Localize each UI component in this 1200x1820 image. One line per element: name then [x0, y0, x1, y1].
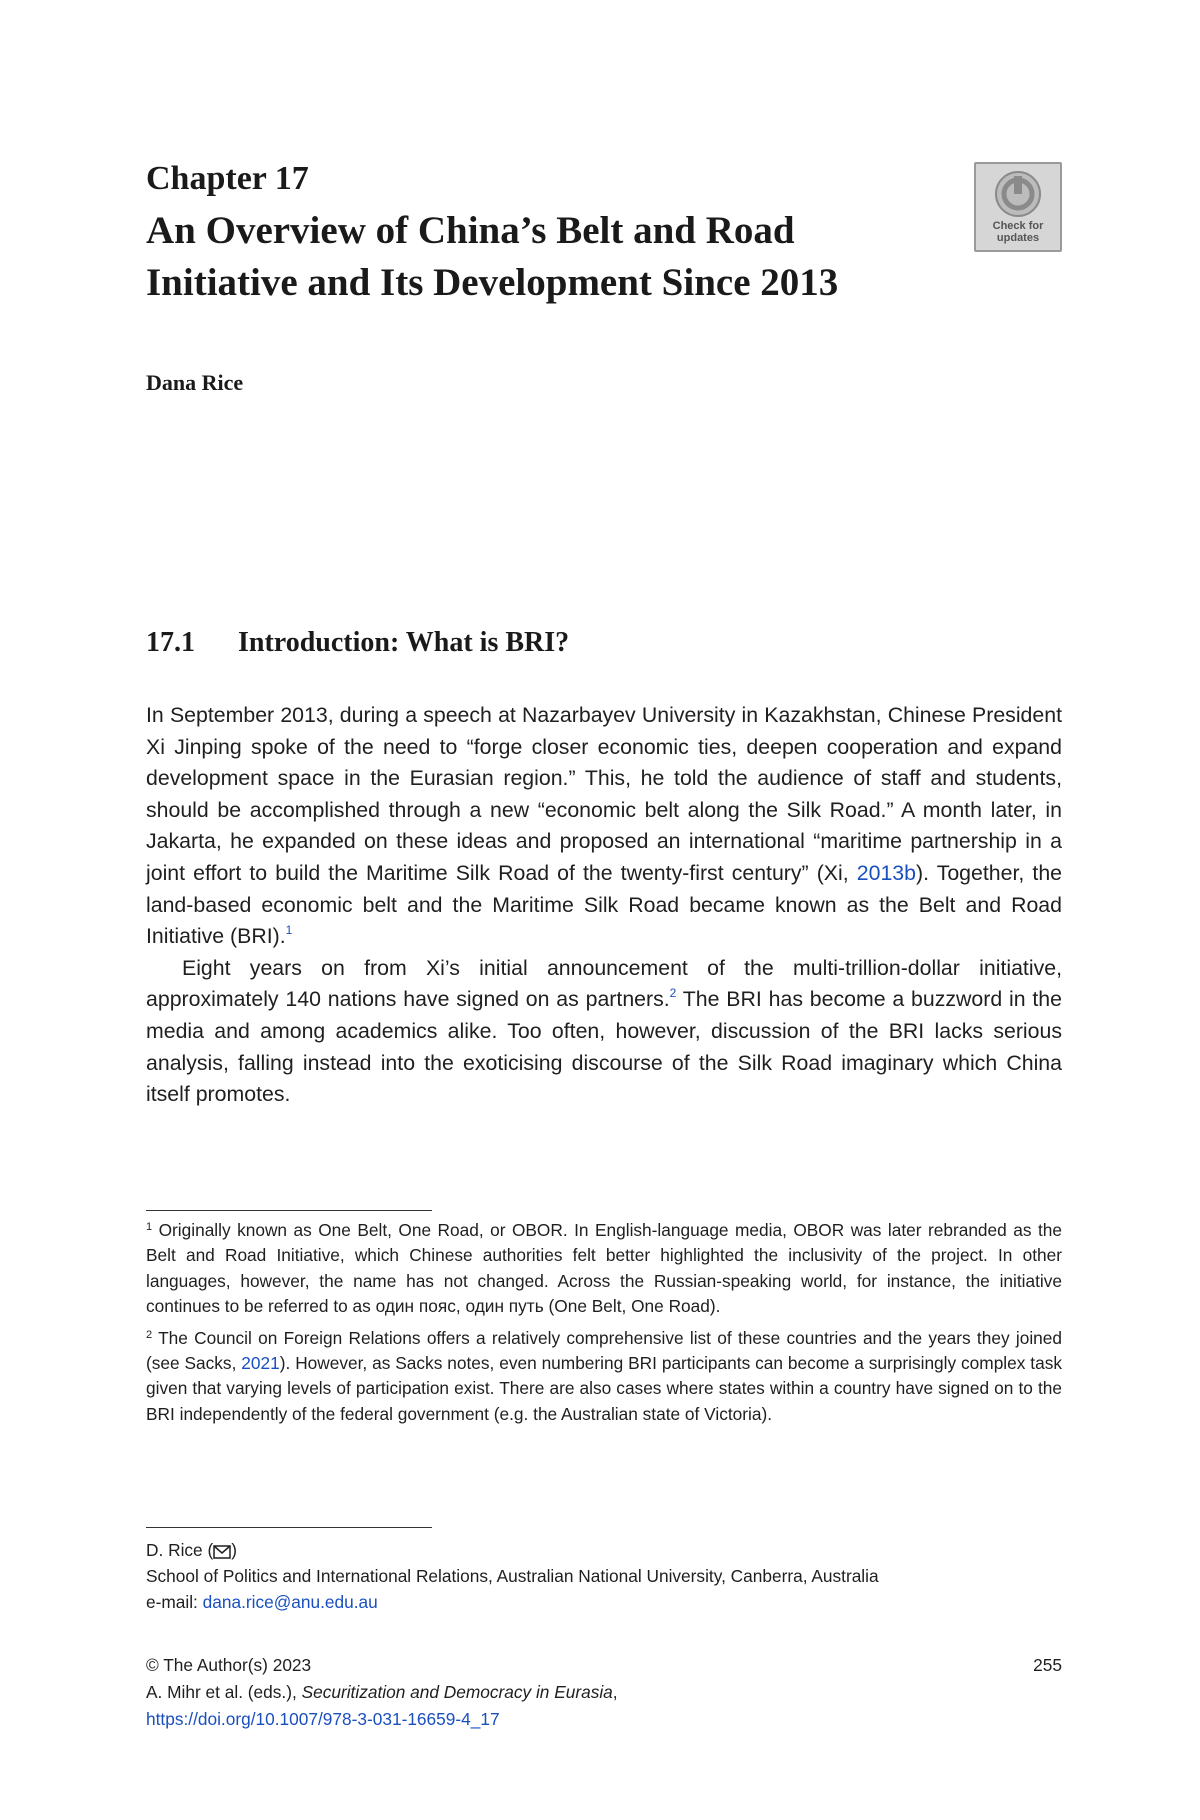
affiliation-divider [146, 1527, 432, 1528]
check-for-updates-icon [990, 168, 1046, 220]
email-link[interactable]: dana.rice@anu.edu.au [202, 1592, 378, 1612]
paragraph-1-text: In September 2013, during a speech at Nazarbayev University in Kazakhstan, Chinese President Xi Jinping spoke of the need to “forge closer economic ties, deepen cooperation and expand development space in the Eurasian region.” This, he told the audience of staff and students, should be accomplished through a new “economic belt along the Silk Road.” A month later, in Jakarta, he expanded on these ideas and proposed an international “maritime partnership in a joint effort to build the Maritime Silk Road of the twenty-first century” (Xi, [146, 703, 1062, 885]
citation-link-xi-2013b[interactable]: 2013b [856, 860, 916, 885]
footnote-divider [146, 1210, 432, 1211]
editors: A. Mihr et al. (eds.), [146, 1682, 302, 1702]
author-short-name: D. Rice ( [146, 1540, 214, 1560]
page [146, 0, 1062, 1820]
doi-line [146, 1706, 1062, 1733]
footnote-1 [146, 1218, 1062, 1320]
paragraph-2-text: Eight years on from Xi’s initial announcement of the multi-trillion-dollar initiative, approximately 140 nations have signed on as partners. [146, 955, 1062, 1012]
footnote-2-marker: 2 [146, 1328, 153, 1341]
citation-line [146, 1679, 1062, 1706]
badge-line2: updates [996, 232, 1040, 244]
footnote-2-text: The Council on Foreign Relations offers a relatively comprehensive list of these countries and the years they joined (see Sacks, [146, 1327, 1062, 1374]
footnote-ref-2[interactable]: 2 [669, 986, 677, 1001]
section-heading [146, 627, 569, 659]
footnote-ref-1[interactable]: 1 [285, 923, 293, 938]
institution: School of Politics and International Relations, Australian National University, Canberra, Australia [146, 1566, 879, 1586]
footnote-2-text-cont: ). However, as Sacks notes, even numbering BRI participants can become a surprisingly complex task given that varying levels of participation exist. There are also cases where states within a country have signed on to the BRI independently of the federal government (e.g. the Australian state of Victoria). [146, 1353, 1062, 1424]
author-name: Dana Rice [146, 370, 244, 395]
paragraph-1-text-cont: ). Together, the land-based economic belt and the Maritime Silk Road became known as the Belt and Road Initiative (BRI). [146, 860, 1063, 949]
doi-link[interactable]: https://doi.org/10.1007/978-3-031-16659-4_17 [146, 1709, 500, 1729]
footnote-1-marker: 1 [146, 1221, 153, 1233]
envelope-icon [213, 1545, 231, 1559]
email-label: e-mail: [146, 1592, 203, 1612]
body-text [146, 700, 1062, 1111]
paragraph-2 [146, 953, 1062, 1111]
paragraph-1 [146, 700, 1062, 953]
page-number: 255 [1033, 1655, 1062, 1675]
badge-text [976, 220, 1060, 244]
chapter-title: An Overview of China’s Belt and Road Initiative and Its Development Since 2013 [146, 209, 839, 304]
footnotes [146, 1218, 1062, 1433]
citation-comma: , [612, 1682, 618, 1702]
paragraph-2-text-cont: The BRI has become a buzzword in the media and among academics alike. Too often, however, discussion of the BRI lacks serious analysis, falling instead into the exoticising discourse of the Silk Road imaginary which China itself promotes. [146, 987, 1062, 1107]
footnote-2 [146, 1326, 1062, 1428]
affiliation-block [146, 1537, 1062, 1615]
badge-line1: Check for [992, 220, 1044, 232]
check-for-updates-badge[interactable] [974, 162, 1062, 252]
corresponding-author [146, 1537, 1062, 1563]
email-line [146, 1589, 1062, 1615]
book-title: Securitization and Democracy in Eurasia [301, 1682, 613, 1702]
copyright: © The Author(s) 2023 [146, 1655, 312, 1675]
chapter-label: Chapter 17 [146, 160, 309, 197]
section-number: 17.1 [146, 627, 195, 658]
citation-link-sacks-2021[interactable]: 2021 [241, 1353, 280, 1374]
footnote-1-text: Originally known as One Belt, One Road, or OBOR. In English-language media, OBOR was later rebranded as the Belt and Road Initiative, which Chinese authorities felt better highlighted the inclusivity of the project. In other languages, however, the name has not changed. Across the Russian-speaking world, for instance, the initiative continues to be referred to as один пояс, один путь (One Belt, One Road). [146, 1220, 1062, 1317]
publication-info [146, 1652, 1062, 1733]
author-paren-close: ) [231, 1540, 237, 1560]
section-title: Introduction: What is BRI? [238, 627, 570, 658]
